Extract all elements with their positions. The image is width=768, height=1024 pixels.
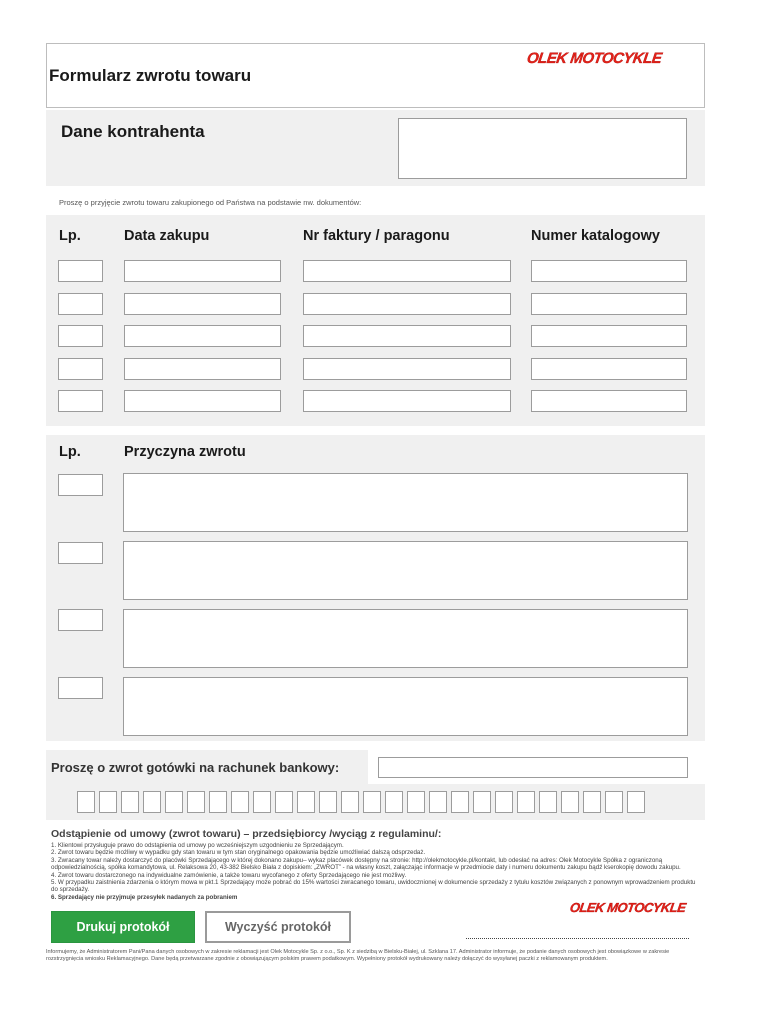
purchase-date-field[interactable] — [124, 260, 281, 282]
contractor-title: Dane kontrahenta — [61, 122, 205, 141]
account-digit-field[interactable] — [341, 791, 359, 813]
lp-field[interactable] — [58, 358, 103, 380]
account-digit-field[interactable] — [165, 791, 183, 813]
account-number-fields — [77, 791, 645, 813]
lp-header: Lp. — [59, 228, 81, 244]
account-digit-field[interactable] — [297, 791, 315, 813]
terms-item: 3. Zwracany towar należy dostarczyć do placówki Sprzedającego w której dokonano zakupu– wykaz placówek dostępny na stronie: http://olekmotocykle.pl/kontakt, lub odesłać na adres: Olek Motocykle Spółka z ograniczoną odpowiedzialnością, spółka komandytowa, ul. Relaksowa 20, 43-382 Bielsko Biała z dopiskiem: „ZWROT” - na własny koszt, załączając informacje w przedmiocie daty i numeru dokumentu zakupu bądź kserokopię dowodu zakupu. — [51, 856, 681, 872]
reason-lp-field[interactable] — [58, 677, 103, 699]
contractor-data-field[interactable] — [398, 118, 687, 179]
return-reason-header: Przyczyna zwrotu — [124, 444, 246, 460]
account-digit-field[interactable] — [385, 791, 403, 813]
account-digit-field[interactable] — [583, 791, 601, 813]
clear-protocol-button[interactable]: Wyczyść protokół — [205, 911, 351, 943]
account-digit-field[interactable] — [77, 791, 95, 813]
account-digit-field[interactable] — [319, 791, 337, 813]
signature-line — [466, 929, 689, 939]
account-digit-field[interactable] — [275, 791, 293, 813]
purchase-date-field[interactable] — [124, 293, 281, 315]
terms-item: 5. W przypadku zaistnienia zdarzenia o którym mowa w pkt.1 Sprzedający może pobrać do 15% wartości zwracanego towaru, uwidocznionej w dokumencie sprzedaży z tytułu kosztów związanych z ponownym wprowadzeniem produktu do sprzedaży. — [51, 879, 696, 894]
account-digit-field[interactable] — [209, 791, 227, 813]
catalog-number-header: Numer katalogowy — [531, 228, 660, 244]
account-digit-field[interactable] — [429, 791, 447, 813]
documents-section — [46, 215, 705, 426]
reason-lp-field[interactable] — [58, 474, 103, 496]
return-reason-field[interactable] — [123, 541, 688, 600]
account-digit-field[interactable] — [627, 791, 645, 813]
lp-field[interactable] — [58, 260, 103, 282]
catalog-number-field[interactable] — [531, 390, 687, 412]
return-reason-field[interactable] — [123, 677, 688, 736]
catalog-number-field[interactable] — [531, 293, 687, 315]
account-digit-field[interactable] — [363, 791, 381, 813]
terms-list — [51, 842, 701, 901]
purchase-date-field[interactable] — [124, 358, 281, 380]
lp-field[interactable] — [58, 325, 103, 347]
account-digit-field[interactable] — [407, 791, 425, 813]
account-digit-field[interactable] — [451, 791, 469, 813]
account-digit-field[interactable] — [605, 791, 623, 813]
account-digit-field[interactable] — [473, 791, 491, 813]
company-logo: OLEK MOTOCYKLE — [525, 50, 663, 67]
form-header — [46, 43, 705, 108]
return-reason-field[interactable] — [123, 609, 688, 668]
invoice-number-field[interactable] — [303, 260, 511, 282]
account-digit-field[interactable] — [187, 791, 205, 813]
purchase-date-field[interactable] — [124, 325, 281, 347]
company-logo-bottom: OLEK MOTOCYKLE — [568, 900, 687, 915]
print-protocol-button[interactable]: Drukuj protokół — [51, 911, 195, 943]
account-digit-field[interactable] — [231, 791, 249, 813]
account-digit-field[interactable] — [539, 791, 557, 813]
account-digit-field[interactable] — [253, 791, 271, 813]
contractor-section — [46, 110, 705, 186]
terms-item: 4. Zwrot towaru dostarczonego na indywidualne zamówienie, a także towaru wycofanego z oferty Sprzedającego nie jest możliwy. — [51, 871, 407, 879]
account-digit-field[interactable] — [561, 791, 579, 813]
catalog-number-field[interactable] — [531, 358, 687, 380]
invoice-number-field[interactable] — [303, 293, 511, 315]
account-holder-field[interactable] — [378, 757, 688, 778]
terms-item: 2. Zwrot towaru będzie możliwy w wypadku gdy stan towaru w tym stan oryginalnego opakowania będzie umożliwiać dalszą odsprzedaż. — [51, 849, 426, 857]
account-digit-field[interactable] — [517, 791, 535, 813]
catalog-number-field[interactable] — [531, 260, 687, 282]
privacy-notice: Informujemy, że Administratorem Pani/Pana danych osobowych w zakresie reklamacji jest Olek Motocykle Sp. z o.o., Sp. K z siedzibą w Bielsku-Białej, ul. Szklana 17. Administrator informuje, że podanie danych osobowych jest obowiązkowe w zakresie rozstrzygnięcia wniosku Reklamacyjnego. Dane będą przetwarzane zgodnie z obowiązującym polskim prawem podatkowym. Wypełniony protokół wydrukowany należy dołączyć do wysyłanej paczki z reklamowanym produktem. — [46, 949, 670, 962]
account-digit-field[interactable] — [121, 791, 139, 813]
terms-item: 1. Klientowi przysługuje prawo do odstąpienia od umowy po wcześniejszym uzgodnieniu ze Sprzedającym. — [51, 842, 344, 849]
reason-lp-header: Lp. — [59, 444, 81, 460]
reason-lp-field[interactable] — [58, 542, 103, 564]
invoice-number-field[interactable] — [303, 325, 511, 347]
invoice-number-field[interactable] — [303, 358, 511, 380]
purchase-date-field[interactable] — [124, 390, 281, 412]
reason-lp-field[interactable] — [58, 609, 103, 631]
account-digit-field[interactable] — [495, 791, 513, 813]
terms-item: 6. Sprzedający nie przyjmuje przesyłek nadanych za pobraniem — [51, 893, 238, 901]
bank-account-label: Proszę o zwrot gotówki na rachunek bankowy: — [51, 760, 340, 775]
account-digit-field[interactable] — [99, 791, 117, 813]
purchase-date-header: Data zakupu — [124, 228, 210, 244]
invoice-number-header: Nr faktury / paragonu — [303, 228, 450, 244]
bank-account-section — [46, 750, 705, 820]
intro-text: Proszę o przyjęcie zwrotu towaru zakupionego od Państwa na podstawie nw. dokumentów: — [59, 198, 362, 207]
return-reason-field[interactable] — [123, 473, 688, 532]
lp-field[interactable] — [58, 293, 103, 315]
catalog-number-field[interactable] — [531, 325, 687, 347]
account-digit-field[interactable] — [143, 791, 161, 813]
invoice-number-field[interactable] — [303, 390, 511, 412]
return-reasons-section — [46, 435, 705, 741]
terms-title: Odstąpienie od umowy (zwrot towaru) – przedsiębiorcy /wyciąg z regulaminu/: — [51, 828, 442, 840]
lp-field[interactable] — [58, 390, 103, 412]
page-title: Formularz zwrotu towaru — [49, 66, 252, 85]
